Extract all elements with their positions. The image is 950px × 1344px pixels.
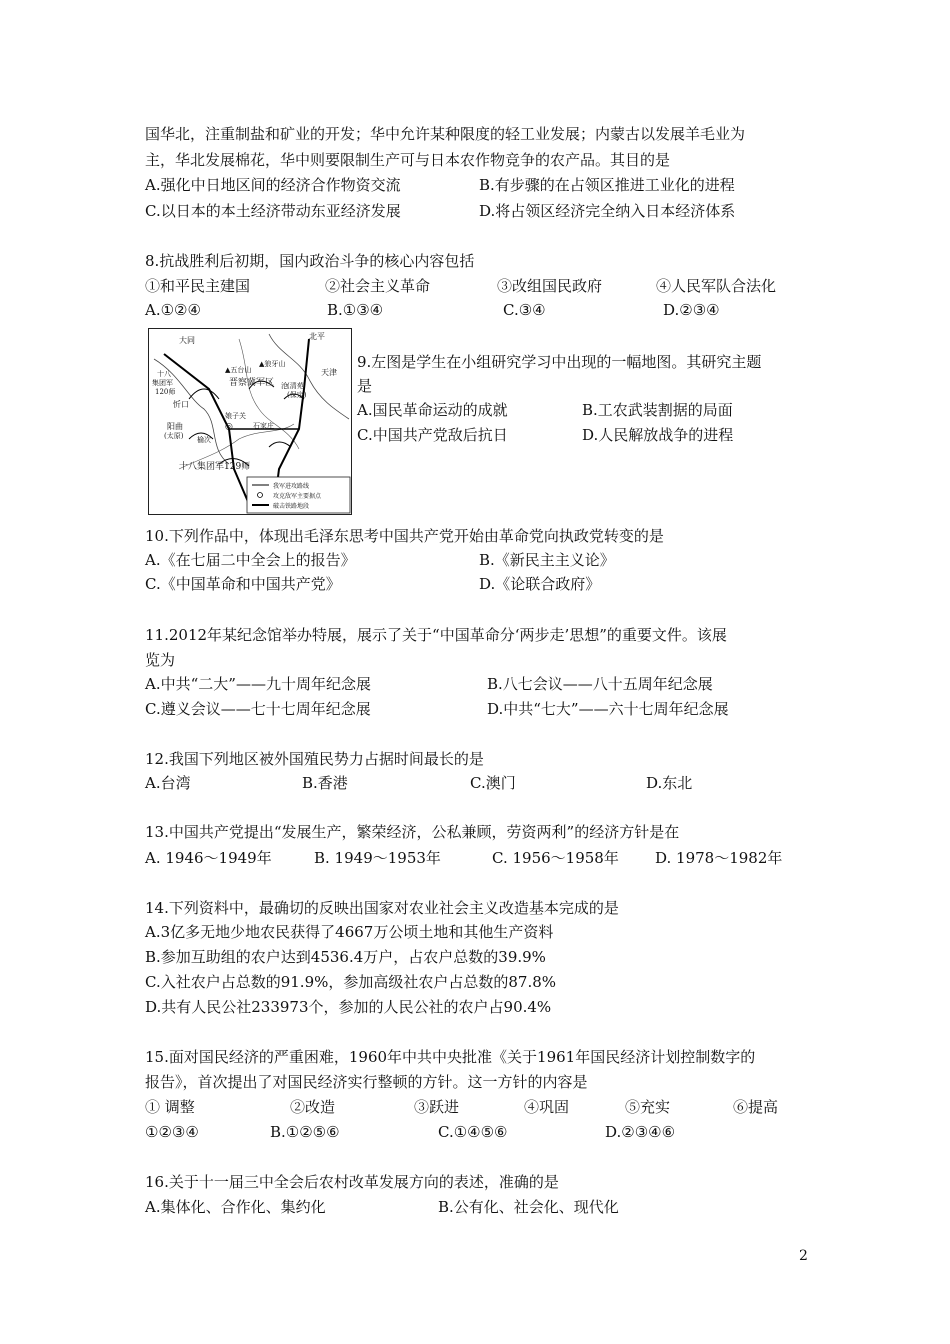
q14-option-b: B.参加互助组的农户达到4536.4万户，占农户总数的39.9%	[145, 948, 546, 966]
q7-stem-line2: 主，华北发展棉花，华中则要限制生产可与日本农作物竞争的农产品。其目的是	[145, 151, 671, 169]
map-label-xinkou: 忻口	[173, 400, 189, 409]
q13-option-b: B. 1949～1953年	[314, 849, 441, 867]
map-label-qingyuan-1: (清苑	[287, 382, 304, 390]
q15-item-2: ②改造	[290, 1098, 336, 1116]
q16-option-b: B.公有化、社会化、现代化	[438, 1198, 619, 1216]
q15-option-c: C.①④⑤⑥	[438, 1123, 508, 1141]
q13-stem: 13.中国共产党提出“发展生产，繁荣经济，公私兼顾，劳资两利”的经济方针是在	[145, 823, 680, 841]
map-label-tianjin: 天津	[321, 368, 337, 377]
q7-option-c: C.以日本的本土经济带动东亚经济发展	[145, 202, 401, 220]
q15-stem-line2: 报告》，首次提出了对国民经济实行整顿的方针。这一方针的内容是	[145, 1073, 588, 1091]
q15-item-6: ⑥提高	[733, 1098, 779, 1116]
q14-option-c: C.入社农户占总数的91.9%，参加高级社农户占总数的87.8%	[145, 973, 557, 991]
q11-stem-line2: 览为	[145, 651, 176, 669]
q9-option-c: C.中国共产党敌后抗日	[357, 426, 508, 444]
q8-option-d: D.②③④	[663, 301, 720, 319]
map-label-div129: 十八集团军129师	[179, 462, 251, 472]
q15-item-3: ③跃进	[414, 1098, 460, 1116]
map-label-yuci: 榆次	[197, 436, 211, 444]
q15-option-d: D.②③④⑥	[605, 1123, 676, 1141]
q10-option-d: D.《论联合政府》	[479, 575, 601, 593]
q12-option-a: A.台湾	[145, 774, 191, 792]
q11-option-b: B.八七会议——八十五周年纪念展	[487, 675, 713, 693]
map-label-jinchaji: 晋察冀军区	[229, 378, 275, 388]
map-label-qingyuan-2: (保定)	[287, 391, 307, 399]
q9-option-a: A.国民革命运动的成就	[357, 401, 508, 419]
q8-item-2: ②社会主义革命	[325, 277, 431, 295]
q14-option-a: A.3亿多无地少地农民获得了4667万公顷土地和其他生产资料	[145, 923, 554, 941]
q15-option-b: B.①②⑤⑥	[270, 1123, 340, 1141]
q7-stem-line1: 国华北，注重制盐和矿业的开发；华中允许某种限度的轻工业发展；内蒙古以发展羊毛业为	[145, 125, 746, 143]
map-label-datong: 大同	[179, 336, 195, 345]
map-label-shijiazhuang: 石家庄	[253, 422, 274, 430]
q12-option-b: B.香港	[302, 774, 348, 792]
map-label-taiyuan: (太原)	[164, 432, 184, 440]
q16-option-a: A.集体化、合作化、集约化	[145, 1198, 326, 1216]
q8-item-4: ④人民军队合法化	[656, 277, 777, 295]
q10-option-c: C.《中国革命和中国共产党》	[145, 575, 341, 593]
q15-option-a: ①②③④	[145, 1123, 199, 1141]
map-label-niangziguan: 娘子关	[225, 412, 246, 420]
q13-option-a: A. 1946～1949年	[145, 849, 272, 867]
page-number: 2	[799, 1248, 808, 1264]
q8-option-b: B.①③④	[327, 301, 384, 319]
q14-stem: 14.下列资料中，最确切的反映出国家对农业社会主义改造基本完成的是	[145, 899, 619, 917]
map-label-div120: 120师	[155, 388, 176, 396]
q15-item-1: ① 调整	[145, 1098, 195, 1116]
q8-stem: 8.抗战胜利后初期，国内政治斗争的核心内容包括	[145, 252, 475, 270]
city-marker-icon: ◎	[225, 422, 233, 432]
map-legend-railway-sabotage: 破击铁路地段	[273, 503, 310, 510]
q9-stem-line1: 9.左图是学生在小组研究学习中出现的一幅地图。其研究主题	[357, 353, 762, 371]
q10-option-b: B.《新民主主义论》	[479, 551, 615, 569]
q13-option-d: D. 1978～1982年	[655, 849, 783, 867]
q9-option-d: D.人民解放战争的进程	[582, 426, 734, 444]
q11-option-d: D.中共“七大”——六十七周年纪念展	[487, 700, 729, 718]
q7-option-b: B.有步骤的在占领区推进工业化的进程	[479, 176, 735, 194]
q10-stem: 10.下列作品中，体现出毛泽东思考中国共产党开始由革命党向执政党转变的是	[145, 527, 664, 545]
q7-option-d: D.将占领区经济完全纳入日本经济体系	[479, 202, 736, 220]
map-label-army18-line1: 十八	[157, 370, 171, 378]
map-legend-attack-route: 我军进攻路线	[273, 483, 310, 490]
map-label-wutaishan: ▲五台山	[225, 366, 252, 374]
q16-stem: 16.关于十一届三中全会后农村改革发展方向的表述，准确的是	[145, 1173, 559, 1191]
q13-option-c: C. 1956～1958年	[492, 849, 619, 867]
q12-stem: 12.我国下列地区被外国殖民势力占据时间最长的是	[145, 750, 484, 768]
map-label-yangqu: 阳曲	[167, 422, 183, 431]
q11-stem-line1: 11.2012年某纪念馆举办特展，展示了关于“中国革命分‘两步走’思想”的重要文件。该展	[145, 626, 727, 644]
q15-stem-line1: 15.面对国民经济的严重困难，1960年中共中央批准《关于1961年国民经济计划控制数字的	[145, 1048, 756, 1066]
q7-option-a: A.强化中日地区间的经济合作物资交流	[145, 176, 401, 194]
q8-item-3: ③改组国民政府	[497, 277, 603, 295]
map-legend-captured-point: 攻克敌军主要据点	[273, 493, 322, 500]
q15-item-4: ④巩固	[524, 1098, 570, 1116]
q11-option-a: A.中共“二大”——九十周年纪念展	[145, 675, 371, 693]
q9-option-b: B.工农武装割据的局面	[582, 401, 733, 419]
q12-option-c: C.澳门	[470, 774, 516, 792]
q8-item-1: ①和平民主建国	[145, 277, 251, 295]
q14-option-d: D.共有人民公社233973个，参加的人民公社的农户占90.4%	[145, 998, 552, 1016]
map-label-cangzhou: 沧	[281, 382, 288, 390]
q9-stem-line2: 是	[357, 377, 373, 395]
q8-option-c: C.③④	[503, 301, 546, 319]
map-figure	[148, 328, 352, 515]
q10-option-a: A.《在七届二中全会上的报告》	[145, 551, 356, 569]
map-label-langyashan: ▲狼牙山	[259, 360, 286, 368]
q11-option-c: C.遵义会议——七十七周年纪念展	[145, 700, 371, 718]
q15-item-5: ⑤充实	[625, 1098, 671, 1116]
map-label-army18-line2: 集团军	[152, 379, 173, 387]
map-label-beiping: 北平	[309, 332, 325, 341]
q12-option-d: D.东北	[646, 774, 693, 792]
q8-option-a: A.①②④	[145, 301, 201, 319]
